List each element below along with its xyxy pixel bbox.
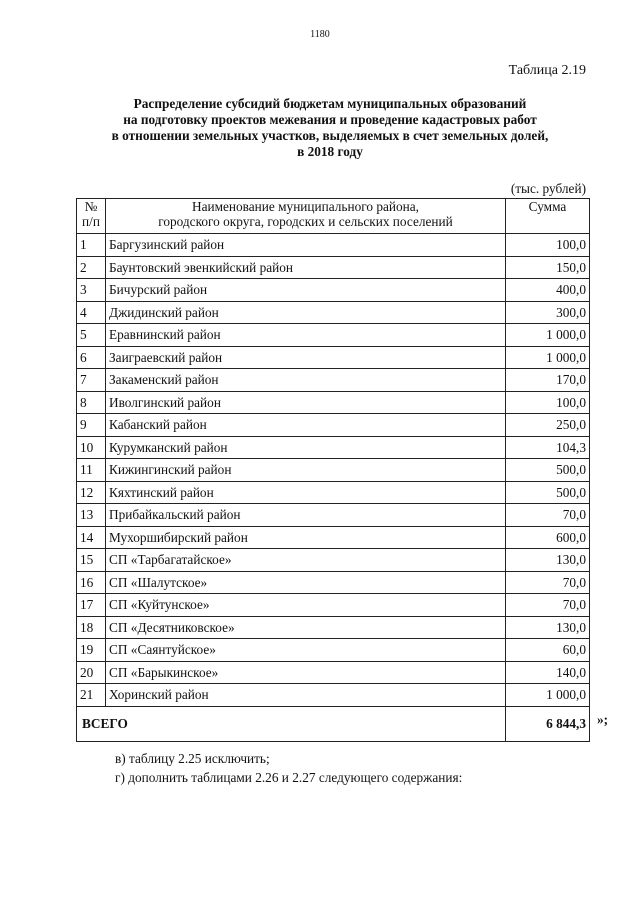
row-number: 16 [77,571,106,594]
total-label: ВСЕГО [77,706,506,741]
row-sum: 70,0 [506,504,590,527]
row-sum: 104,3 [506,436,590,459]
table-row [77,414,590,437]
row-sum: 70,0 [506,571,590,594]
table-row [77,504,590,527]
row-name: Закаменский район [106,369,506,392]
table-header-row [77,199,590,234]
table-row [77,391,590,414]
row-number: 5 [77,324,106,347]
row-number: 14 [77,526,106,549]
header-number-line: п/п [82,214,100,229]
table-label: Таблица 2.19 [508,63,586,78]
header-number-line: № [84,199,98,214]
table-row [77,436,590,459]
header-name-line: Наименование муниципального района, [191,199,420,214]
table-row [77,661,590,684]
row-sum: 500,0 [506,481,590,504]
table-row [77,571,590,594]
row-name: Иволгинский район [106,391,506,414]
table-row [77,616,590,639]
row-number: 21 [77,684,106,707]
row-number: 8 [77,391,106,414]
row-number: 20 [77,661,106,684]
row-name: Кижингинский район [106,459,506,482]
units-label: (тыс. рублей) [510,181,586,196]
row-sum: 100,0 [506,234,590,257]
row-name: Джидинский район [106,301,506,324]
row-name: СП «Барыкинское» [106,661,506,684]
row-number: 18 [77,616,106,639]
row-number: 1 [77,234,106,257]
header-name-line: городского округа, городских и сельских поселений [158,214,453,229]
table-row [77,346,590,369]
title-line: в отношении земельных участков, выделяемых в счет земельных долей, [111,128,549,143]
row-sum: 60,0 [506,639,590,662]
row-number: 13 [77,504,106,527]
page-number: 1180 [310,29,330,40]
table-row [77,481,590,504]
row-name: Еравнинский район [106,324,506,347]
table-row [77,526,590,549]
row-name: Заиграевский район [106,346,506,369]
table-row [77,256,590,279]
document-title [40,96,620,160]
row-sum: 70,0 [506,594,590,617]
row-sum: 1 000,0 [506,324,590,347]
row-sum: 130,0 [506,549,590,572]
row-number: 9 [77,414,106,437]
row-name: СП «Саянтуйское» [106,639,506,662]
title-line: в 2018 году [297,144,363,159]
closing-quote: »; [597,712,609,727]
row-number: 19 [77,639,106,662]
row-sum: 600,0 [506,526,590,549]
header-sum: Сумма [506,199,590,234]
row-sum: 500,0 [506,459,590,482]
row-sum: 400,0 [506,279,590,302]
row-name: Баунтовский эвенкийский район [106,256,506,279]
row-sum: 300,0 [506,301,590,324]
row-number: 12 [77,481,106,504]
row-name: Курумканский район [106,436,506,459]
row-number: 15 [77,549,106,572]
row-name: СП «Шалутское» [106,571,506,594]
table-row [77,234,590,257]
row-name: Прибайкальский район [106,504,506,527]
row-name: Баргузинский район [106,234,506,257]
total-row [77,706,590,741]
table-row [77,324,590,347]
row-sum: 100,0 [506,391,590,414]
row-number: 2 [77,256,106,279]
row-name: СП «Тарбагатайское» [106,549,506,572]
table-row [77,279,590,302]
row-name: Бичурский район [106,279,506,302]
row-sum: 150,0 [506,256,590,279]
row-sum: 140,0 [506,661,590,684]
table-body [77,234,590,707]
row-name: Хоринский район [106,684,506,707]
table-row [77,301,590,324]
header-number [77,199,106,234]
row-name: СП «Десятниковское» [106,616,506,639]
row-sum: 170,0 [506,369,590,392]
row-number: 6 [77,346,106,369]
row-name: СП «Куйтунское» [106,594,506,617]
row-number: 17 [77,594,106,617]
header-name [106,199,506,234]
row-sum: 250,0 [506,414,590,437]
amendments [115,749,462,787]
row-name: Мухоршибирский район [106,526,506,549]
row-name: Кабанский район [106,414,506,437]
title-line: Распределение субсидий бюджетам муниципальных образований [133,96,527,111]
row-number: 7 [77,369,106,392]
amendment-item: в) таблицу 2.25 исключить; [115,751,270,766]
table-row [77,684,590,707]
row-number: 11 [77,459,106,482]
table-row [77,459,590,482]
row-number: 3 [77,279,106,302]
table-row [77,594,590,617]
subsidies-table [76,198,590,742]
table-row [77,549,590,572]
row-number: 4 [77,301,106,324]
amendment-item: г) дополнить таблицами 2.26 и 2.27 следующего содержания: [115,770,463,785]
row-number: 10 [77,436,106,459]
row-sum: 1 000,0 [506,684,590,707]
title-line: на подготовку проектов межевания и проведение кадастровых работ [123,112,537,127]
row-sum: 1 000,0 [506,346,590,369]
total-sum: 6 844,3 [506,706,590,741]
table-row [77,639,590,662]
row-sum: 130,0 [506,616,590,639]
row-name: Кяхтинский район [106,481,506,504]
table-row [77,369,590,392]
